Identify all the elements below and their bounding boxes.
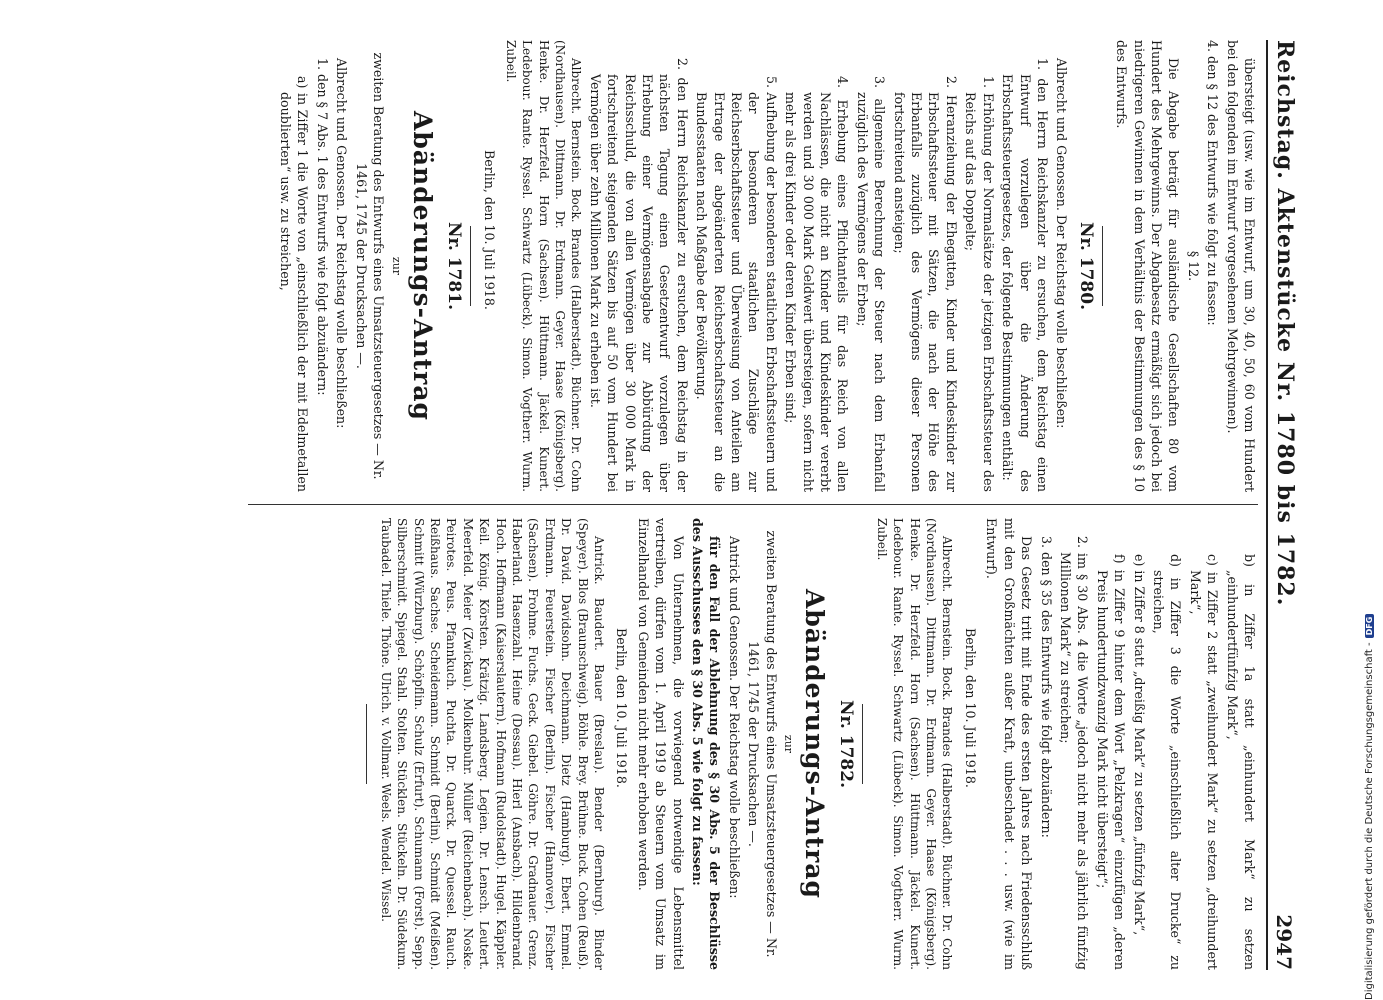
signatories: Albrecht. Bernstein. Bock. Brandes (Halberstadt). Büchner. Dr. Cohn (Nordhausen). Dittmann. Dr. Erdmann. Geyer. Haase (Königsberg). Henke. Dr. Herzfeld. Horn (Sachsen). Hüttmann. Jäckel. Kunert. Ledebour. Rante. Ryssel. Schwartz (Lübeck). Simon. Vogtherr. Wurm. Zubeil. — [503, 40, 584, 492]
list-item: 1. Erhöhung der Normalsätze der jetzigen Erbschaftssteuer des Reichs auf das Doppelte; — [963, 76, 996, 492]
signatories: Albrecht. Bernstein. Bock. Brandes (Halberstadt). Büchner. Dr. Cohn (Nordhausen). Dittmann. Dr. Erdmann. Geyer. Haase (Königsberg). Henke. Dr. Herzfeld. Horn (Sachsen). Hüttmann. Jäckel. Kunert. Ledebour. Rante. Ryssel. Schwartz (Lübeck). Simon. Vogtherr. Wurm. Zubeil. — [874, 518, 955, 970]
date-line: Berlin, den 10. Juli 1918. — [482, 150, 498, 310]
list-item: 3. allgemeine Berechnung der Steuer nach dem Erbanfall zuzüglich des Vermögens der Erben; — [854, 76, 888, 492]
digitization-credit: Digitalisierung gefördert durch die Deutsche Forschungsgemeinschaft - — [1364, 642, 1375, 1000]
left-column — [275, 40, 1258, 492]
text-paragraph: Von Unternehmen, die vorwiegend notwendige Lebensmittel vertreiben, dürfen vom 1. April 1919 ab Steuern vom Umsatz im Einzelhandel von Gemeinden nicht mehr erhoben werden. — [635, 518, 686, 970]
motion-intro: Albrecht und Genossen. Der Reichstag wolle beschließen: — [1054, 58, 1070, 429]
page-header-title: Reichstag. Aktenstücke Nr. 1780 bis 1782. — [1272, 40, 1298, 607]
list-item: 4. Erhebung eines Pflichtanteils für das Reich von allen Nachlässen, die nicht an Kinder und Kindeskinder vererbt werden und 30 000 Mark Geldwert übersteigen, sofern nicht mehr als drei Kinder oder deren Kinder Erben sind; — [783, 76, 851, 492]
document-title: Abänderungs-Antrag — [800, 588, 830, 900]
separator-rule — [862, 704, 863, 784]
document-number: Nr. 1782. — [836, 699, 857, 788]
motion-intro: Antrick und Genossen. Der Reichstag wolle beschließen: — [726, 536, 742, 899]
document-number: Nr. 1780. — [1075, 221, 1096, 310]
column-divider — [248, 504, 1258, 505]
list-item: b) in Ziffer 1a statt „einhundert Mark“ zu setzen „einhundertfünfzig Mark“, — [1224, 554, 1257, 970]
list-item: 2. den Herrn Reichskanzler zu ersuchen, dem Reichstag in der nächsten Tagung einen Gesetzentwurf vorzulegen über Erhebung einer Vermögensabgabe zur Abbürdung der Reichsschuld, die von allen Vermögen über 30 000 Mark in fortschreitend steigenden Sätzen bis auf 50 vom Hundert bei Vermögen über zehn Millionen Mark zu erheben ist. — [587, 58, 690, 492]
text-paragraph: für den Fall der Ablehnung des § 30 Abs. 5 der Beschlüsse des Ausschusses den § 30 Abs. 5 wie folgt zu fassen: — [690, 518, 723, 970]
list-item: a) in Ziffer 1 die Worte von „einschließlich der mit Edelmetallen doublierten“ usw. zu streichen, — [278, 76, 311, 492]
text-paragraph: übersteigt (usw. wie im Entwurf, um 30, 40, 50, 60 vom Hundert bei den folgenden im Entwurf vorgesehenen Mehrgewinnen). — [1224, 40, 1257, 492]
list-item: e) in Ziffer 8 statt „dreißig Mark“ zu setzen „fünfzig Mark“, — [1131, 554, 1147, 936]
separator-rule — [470, 226, 471, 306]
list-item: 2. Heranziehung der Ehegatten, Kinder und Kindeskinder zur Erbschaftssteuer mit Sätzen, die nach der Höhe des Erbanfalls zuzüglich des Vermögens dieser Personen fortschreitend ansteigen; — [891, 76, 959, 492]
title-connector: zur — [389, 256, 403, 276]
document-number: Nr. 1781. — [443, 221, 464, 310]
dfg-logo: DFG — [1365, 614, 1374, 639]
list-item: f) in Ziffer 9 hinter dem Wort „Pelzkragen“ einzufügen „deren Preis hundertundzwanzig Mark nicht übersteigt“; — [1094, 554, 1128, 970]
separator-rule — [366, 704, 367, 784]
date-line: Berlin, den 10. Juli 1918. — [962, 628, 978, 788]
document-reference: zweiten Beratung des Entwurfs eines Umsatzsteuergesetzes — Nr. 1461, 1745 der Drucksachen —. — [353, 52, 387, 480]
separator-rule — [1102, 226, 1103, 306]
right-column — [358, 518, 1258, 970]
list-item: 5. Aufhebung der besonderen staatlichen Erbschaftssteuern und der besonderen staatlichen Zuschläge zur Reichserbschaftssteuer und Überweisung von Anteilen am Ertrage der abgeänderten Reichserbschaftssteuer an die Bundesstaaten nach Maßgabe der Bevölkerung. — [694, 76, 779, 492]
motion-intro: Albrecht und Genossen. Der Reichstag wolle beschließen: — [334, 58, 350, 429]
document-title: Abänderungs-Antrag — [407, 110, 437, 422]
document-reference: zweiten Beratung des Entwurfs eines Umsatzsteuergesetzes — Nr. 1461, 1745 der Drucksachen —. — [746, 530, 779, 958]
page-number: 2947 — [1272, 914, 1296, 970]
page-header — [1266, 40, 1306, 970]
text-paragraph: Die Abgabe beträgt für ausländische Gesellschaften 80 vom Hundert des Mehrgewinns. Der Abgabesatz ermäßigt sich jedoch bei niedrigeren Gewinnen in dem Verhältnis der Bestimmungen des § 10 des Entwurfs. — [1114, 40, 1182, 492]
list-item: 1. den § 7 Abs. 1 des Entwurfs wie folgt abzuändern: — [314, 58, 330, 396]
text-paragraph: Das Gesetz tritt mit Ende des ersten Jahres nach Friedensschluß mit den Großmächten außer Kraft, unbeschadet . . . usw. (wie im Entwurf). — [984, 518, 1035, 970]
signatories: Antrick. Baudert. Bauer (Breslau). Bender (Bernburg). Binder (Speyer). Blos (Braunschweig). Böhle. Brey. Brühne. Buck. Cohen (Reuß). Dr. David. Davidsohn. Deichmann. Dietz (Hamburg). Ebert. Emmel. Erdmann. Feuerstein. Fischer (Berlin). Fischer (Hannover). Fischer (Sachsen). Frohme. Fuchs. Geck. Giebel. Göhre. Dr. Gradnauer. Grenz. Haberland. Hasenzahl. Heine (Dessau). Hierl (Ansbach). Hildenbrand. Hoch. Hoffmann (Kaiserslautern). Hofmann (Rudolstadt). Hugel. Käppler. Keil. König. Körsten. Krätzig. Landsberg. Legien. Dr. Lensch. Leutert. Meerfeld. Meier (Zwickau). Molkenbuhr. Müller (Reichenbach). Noske. Peirotes. Peus. Pfannkuch. Puchta. Dr. Quarck. Dr. Quessel. Rauch. Reißhaus. Sachse. Scheidemann. Schmidt (Berlin). Schmidt (Meißen). Schmitt (Würzburg). Schöpflin. Schulz (Erfurt). Schumann (Forst). Sepp. Silberschmidt. Spiegel. Stahl. Stolten. Stücklen. Stückeln. Dr. Südekum. Taubadel. Thiele. Thöne. Ulrich. v. Vollmar. Weels. Wendel. Wissel. — [378, 518, 606, 970]
list-item: 4. den § 12 des Entwurfs wie folgt zu fassen: — [1205, 40, 1221, 326]
list-item: 1. den Herrn Reichskanzler zu ersuchen, dem Reichstag einen Entwurf vorzulegen über die Änderung des Erbschaftssteuergesetzes, der folgende Bestimmungen enthält: — [1000, 58, 1050, 492]
date-line: Berlin, den 10. Juli 1918. — [614, 628, 630, 788]
list-item: 3. den § 35 des Entwurfs wie folgt abzuändern: — [1038, 536, 1054, 838]
list-item: c) in Ziffer 2 statt „zweihundert Mark“ zu setzen „dreihundert Mark“, — [1187, 554, 1221, 970]
list-item: d) in Ziffer 3 die Worte „einschließlich alter Drucke“ zu streichen, — [1150, 554, 1184, 970]
digitization-note-text — [1364, 616, 1375, 1000]
list-item: 2. im § 30 Abs. 4 die Worte „jedoch nicht mehr als jährlich fünfzig Millionen Mark“ zu streichen; — [1057, 536, 1091, 970]
title-connector: zur — [782, 734, 796, 754]
digitization-note — [1362, 0, 1383, 1000]
section-heading: § 12. — [1185, 250, 1201, 282]
